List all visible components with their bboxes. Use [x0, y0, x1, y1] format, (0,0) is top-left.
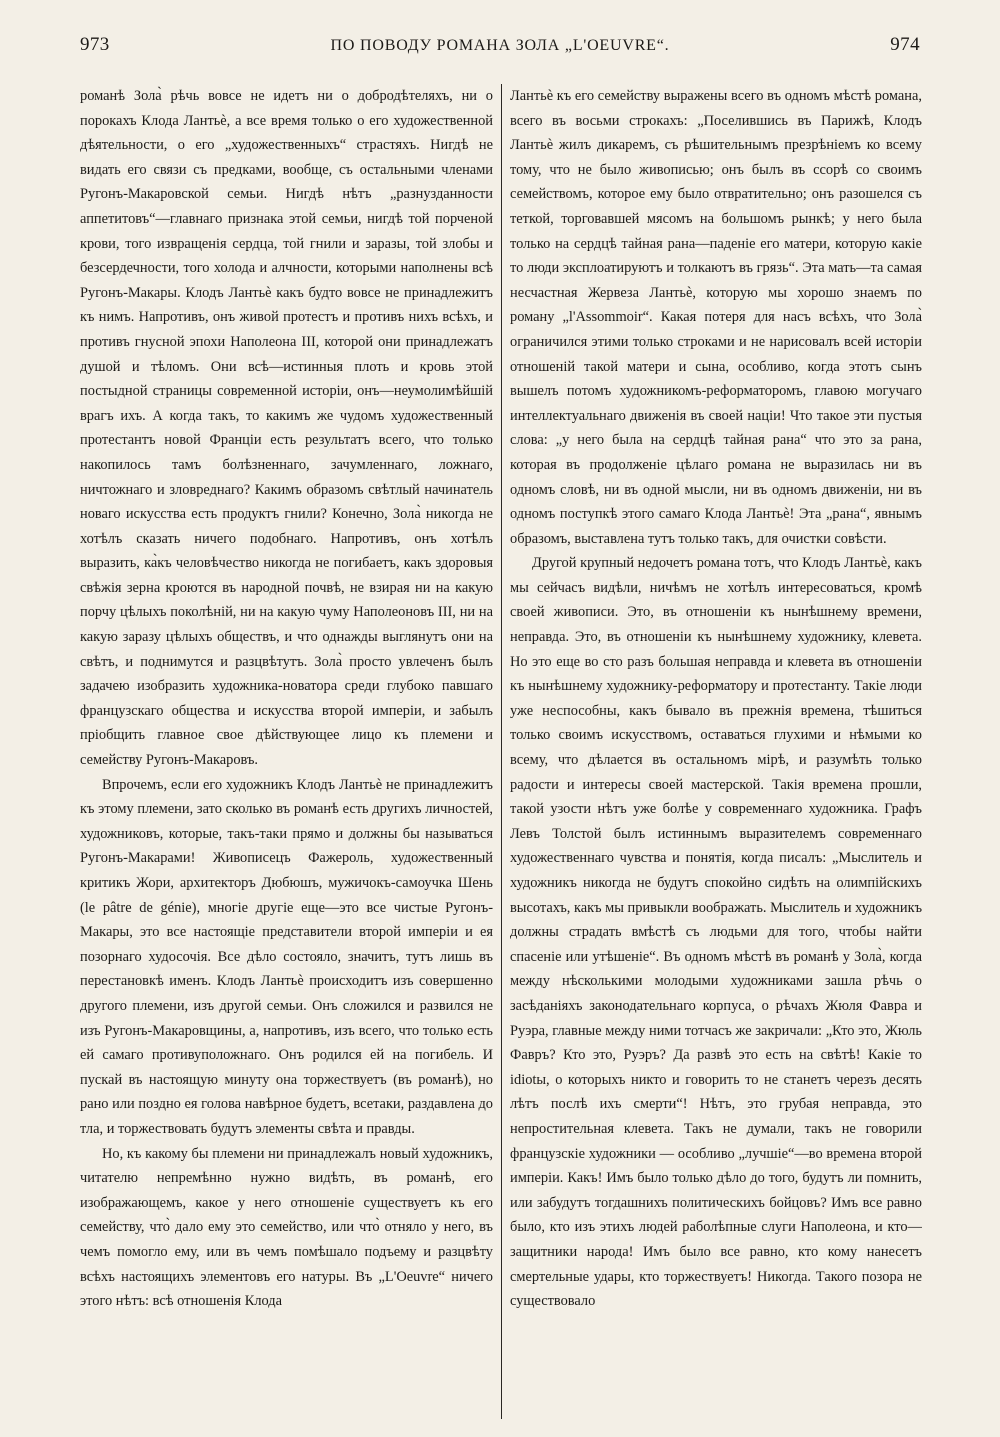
page-number-right: 974 — [890, 34, 920, 55]
paragraph: романѣ Зола̀ рѣчь вовсе не идетъ ни о добродѣтеляхъ, ни о порокахъ Клода Лантьѐ, а все время только о его художественной дѣятельности, о его „художественныхъ“ страстяхъ. Нигдѣ не видать его связи съ предками, вообще, съ остальными членами Ругонъ-Макаровской семьи. Нигдѣ нѣтъ „разнузданности аппетитовъ“—главнаго признака этой семьи, нигдѣ той порченой крови, того извращенія сердца, той гнили и заразы, той злобы и безсердечности, того холода и алчности, которыми наполнены всѣ Ругонъ-Макары. Клодъ Лантьѐ какъ будто вовсе не принадлежитъ къ нимъ. Напротивъ, онъ живой протестъ и противъ нихъ всѣхъ, и противъ гнусной эпохи Наполеона III, которой они принадлежатъ душой и тѣломъ. Они всѣ—истинныя плоть и кровь этой постыдной страницы современной исторіи, онъ—неумолимѣйшій врагъ ихъ. А когда такъ, то какимъ же чудомъ художественный протестантъ новой Франціи есть результатъ всего, что только накопилось тамъ болѣзненнаго, зачумленнаго, ложнаго, ничтожнаго и зловреднаго? Какимъ образомъ свѣтлый начинатель новаго искусства есть продуктъ гнили? Конечно, Зола̀ никогда не хотѣлъ сказать ничего подобнаго. Напротивъ, онъ хотѣлъ выразить, ка̀къ человѣчество никогда не погибаетъ, какъ здоровыя свѣжія зерна кроются въ народной почвѣ, не взирая ни на какую порчу цѣлыхъ поколѣній, ни на какую чуму Наполеоновъ III, ни на какую заразу цѣлыхъ обществъ, и что однажды выглянутъ они на свѣтъ, и поднимутся и разцвѣтутъ. Зола̀ просто увлеченъ былъ задачею изобразить художника-новатора среди глубоко павшаго французскаго общества и искусства второй имперіи, и забылъ пріобщить главное свое дѣйствующее лицо къ племени и семейству Ругонъ-Макаровъ. — [80, 88, 493, 769]
column-divider — [501, 84, 502, 1419]
running-header — [80, 34, 920, 62]
paragraph: Впрочемъ, если его художникъ Клодъ Лантьѐ не принадлежитъ къ этому племени, зато сколько въ романѣ есть другихъ личностей, художниковъ, которые, такъ-таки прямо и должны бы называться Ругонъ-Макарами! Живописецъ Фажероль, художественный критикъ Жори, архитекторъ Дюбюшъ, мужичокъ-самоучка Шень (le pâtre de génie), многіе другіе еще—это все чистые Ругонъ-Макары, это все настоящіе представители второй имперіи и ея позорнаго худосочія. Все дѣло состояло, значитъ, тутъ лишь въ перестановкѣ именъ. Клодъ Лантьѐ происходитъ изъ совершенно другого племени, изъ другой семьи. Онъ сложился и развился не изъ Ругонъ-Макаровщины, а, напротивъ, изъ всего, что только есть ей самаго противуположнаго. Онъ родился ей на погибель. И пускай въ настоящую минуту она торжествуетъ (въ романѣ), но рано или поздно ея голова навѣрное будетъ, всетаки, раздавлена до тла, и торжествовать будутъ элементы свѣта и правды. — [80, 776, 493, 1137]
left-column — [80, 84, 493, 1414]
paragraph: Но, къ какому бы племени ни принадлежалъ новый художникъ, читателю непремѣнно нужно видѣть, въ романѣ, его изображающемъ, какое у него отношеніе существуетъ къ его семейству, что̀ дало ему это семейство, или что̀ отняло у него, въ чемъ помогло ему, или въ чемъ помѣшало подъему и разцвѣту всѣхъ настоящихъ элементовъ его натуры. Въ „L'Oeuvre“ ничего этого нѣтъ: всѣ отношенія Клода — [80, 1145, 493, 1310]
right-column — [510, 84, 922, 1414]
paragraph: Другой крупный недочетъ романа тотъ, что Клодъ Лантьѐ, какъ мы сейчасъ видѣли, ничѣмъ не хотѣлъ интересоваться, кромѣ своей живописи. Это, въ отношеніи къ нынѣшнему времени, неправда. Это, въ отношеніи къ нынѣшнему художнику, клевета. Но это еще во сто разъ большая неправда и клевета въ отношеніи къ нынѣшнему художнику-реформатору и протестанту. Такіе люди уже неспособны, какъ бывало въ прежнія времена, тѣшиться только своимъ искусствомъ, оставаться глухими и нѣмыми ко всему, что дѣлается въ остальномъ мірѣ, и разумѣть только радости и интересы своей мастерской. Такія времена прошли, такой узости нѣтъ уже болѣе у современнаго художника. Графъ Левъ Толстой былъ истиннымъ выразителемъ современнаго художественнаго чувства и понятія, когда писалъ: „Мыслитель и художникъ никогда не будутъ спокойно сидѣть на олимпійскихъ высотахъ, какъ мы привыкли воображать. Мыслитель и художникъ должны страдать вмѣстѣ съ людьми для того, чтобы найти спасеніе или утѣшеніе“. Въ одномъ мѣстѣ въ романѣ у Зола̀, когда между нѣсколькими молодыми художниками зашла рѣчь о засѣданіяхъ законодательнаго корпуса, о рѣчахъ Жюля Фавра и Руэра, главные между ними тотчасъ же закричали: „Кто это, Жюль Фавръ? Кто это, Руэръ? Да развѣ это есть на свѣтѣ! Какіе то idiotы, о которыхъ никто и говорить то не станетъ черезъ десять лѣтъ послѣ ихъ смерти“! Нѣтъ, это грубая неправда, это непростительная клевета. Такъ не думали, такъ не говорили французскіе художники — особливо „лучшіе“—во времена второй имперіи. Какъ! Имъ было только дѣло до того, будутъ ли помнить, или забудутъ тогдашнихъ политическихъ бойцовъ? Имъ все равно было, кто изъ этихъ людей раболѣпные слуги Наполеона, и кто—защитники народа! Имъ было все равно, кто кому нанесетъ смертельные удары, кто торжествуетъ! Никогда. Такого позора не существовало — [510, 555, 922, 1310]
running-title: ПО ПОВОДУ РОМАНА ЗОЛА „L'OEUVRE“. — [330, 37, 670, 54]
paragraph: Лантьѐ къ его семейству выражены всего въ одномъ мѣстѣ романа, всего въ восьми строкахъ: „Поселившись въ Парижѣ, Клодъ Лантьѐ жилъ дикаремъ, съ рѣшительнымъ презрѣніемъ ко всему тому, что не было живописью; онъ былъ въ ссорѣ со своимъ семействомъ, которое ему было отвратительно; онъ разошелся съ теткой, торговавшей мясомъ на большомъ рынкѣ; у него была только на сердцѣ тайная рана—паденіе его матери, которую какіе то люди эксплоатируютъ и толкаютъ въ грязь“. Эта мать—та самая несчастная Жервеза Лантьѐ, которую мы хорошо знаемъ по роману „l'Assommoir“. Какая потеря для насъ всѣхъ, что Зола̀ ограничился этими только строками и не нарисовалъ всей исторіи отношеній такой матери и сына, особливо, когда этотъ сынъ вышелъ потомъ художникомъ-реформаторомъ, главою могучаго интеллектуальнаго движенія въ своей націи! Что такое эти пустыя слова: „у него была на сердцѣ тайная рана“ что это за рана, которая въ продолженіе цѣлаго романа не выразилась ни въ одномъ словѣ, ни въ одной мысли, ни въ одномъ движеніи, ни въ одномъ поступкѣ этого самаго Клода Лантьѐ! Эта „рана“, явнымъ образомъ, выставлена тутъ только такъ, для очистки совѣсти. — [510, 88, 922, 547]
page-number-left: 973 — [80, 34, 110, 55]
